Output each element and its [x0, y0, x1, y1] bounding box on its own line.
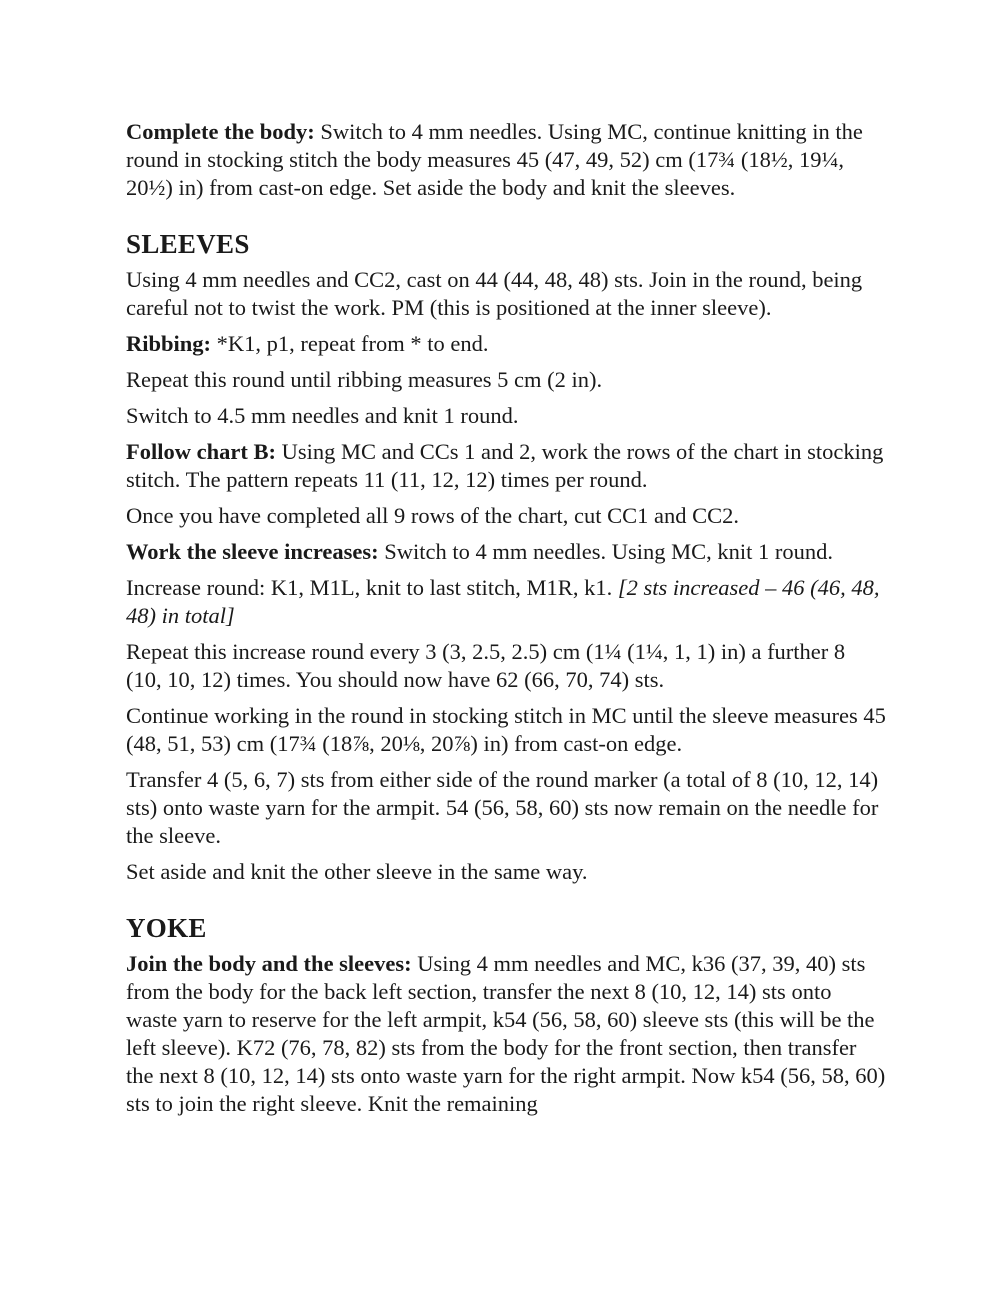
increase-round-text: Increase round: K1, M1L, knit to last stitch, M1R, k1. [126, 575, 618, 600]
sleeves-heading: SLEEVES [126, 229, 250, 259]
switch-needles-paragraph: Switch to 4.5 mm needles and knit 1 round. [126, 403, 519, 428]
join-body-sleeves-lead: Join the body and the sleeves: [126, 951, 412, 976]
chart-b-lead: Follow chart B: [126, 439, 276, 464]
complete-body-lead: Complete the body: [126, 119, 315, 144]
pattern-page [126, 118, 886, 1126]
chart-b-paragraph [126, 438, 886, 494]
chart-b-text: Using MC and CCs 1 and 2, work the rows of the chart in stocking stitch. The pattern repeats 11 (11, 12, 12) times per round. [126, 439, 884, 492]
ribbing-text: *K1, p1, repeat from * to end. [211, 331, 489, 356]
join-body-sleeves-text: Using 4 mm needles and MC, k36 (37, 39, 40) sts from the body for the back left section, transfer the next 8 (10, 12, 14) sts onto waste yarn to reserve for the left armpit, k54 (56, 58, 60) sleeve sts (this will be the left sleeve). K72 (76, 78, 82) sts from the body for the front section, then transfer the next 8 (10, 12, 14) sts onto waste yarn for the right armpit. Now k54 (56, 58, 60) sts to join the right sleeve. Knit the remaining [126, 951, 886, 1116]
complete-body-paragraph [126, 118, 886, 202]
transfer-armpit-paragraph: Transfer 4 (5, 6, 7) sts from either side of the round marker (a total of 8 (10, 12, 14) sts) onto waste yarn for the armpit. 54 (56, 58, 60) sts now remain on the needle for the sleeve. [126, 767, 879, 848]
sleeve-increases-text: Switch to 4 mm needles. Using MC, knit 1 round. [378, 539, 834, 564]
repeat-increase-paragraph: Repeat this increase round every 3 (3, 2.5, 2.5) cm (1¼ (1¼, 1, 1) in) a further 8 (10, 10, 12) times. You should now have 62 (66, 70, 74) sts. [126, 639, 846, 692]
sleeves-cast-on: Using 4 mm needles and CC2, cast on 44 (44, 48, 48) sts. Join in the round, being careful not to twist the work. PM (this is positioned at the inner sleeve). [126, 267, 863, 320]
ribbing-lead: Ribbing: [126, 331, 212, 356]
increase-round-paragraph [126, 574, 886, 630]
join-body-sleeves-paragraph [126, 950, 886, 1118]
continue-working-paragraph: Continue working in the round in stocking stitch in MC until the sleeve measures 45 (48, 51, 53) cm (17¾ (18⅞, 20⅛, 20⅞) in) from cast-on edge. [126, 703, 886, 756]
sleeve-increases-lead: Work the sleeve increases: [126, 539, 379, 564]
yoke-heading: YOKE [126, 913, 207, 943]
increase-round-note: [2 sts increased – 46 (46, 48, 48) in total] [126, 575, 880, 628]
sleeve-increases-paragraph [126, 538, 886, 566]
chart-completed-paragraph: Once you have completed all 9 rows of the chart, cut CC1 and CC2. [126, 503, 739, 528]
set-aside-paragraph: Set aside and knit the other sleeve in the same way. [126, 859, 588, 884]
repeat-round-paragraph: Repeat this round until ribbing measures 5 cm (2 in). [126, 367, 603, 392]
complete-body-text: Switch to 4 mm needles. Using MC, continue knitting in the round in stocking stitch the body measures 45 (47, 49, 52) cm (17¾ (18½, 19¼, 20½) in) from cast-on edge. Set aside the body and knit the sleeves. [126, 119, 863, 200]
ribbing-paragraph [126, 330, 886, 358]
